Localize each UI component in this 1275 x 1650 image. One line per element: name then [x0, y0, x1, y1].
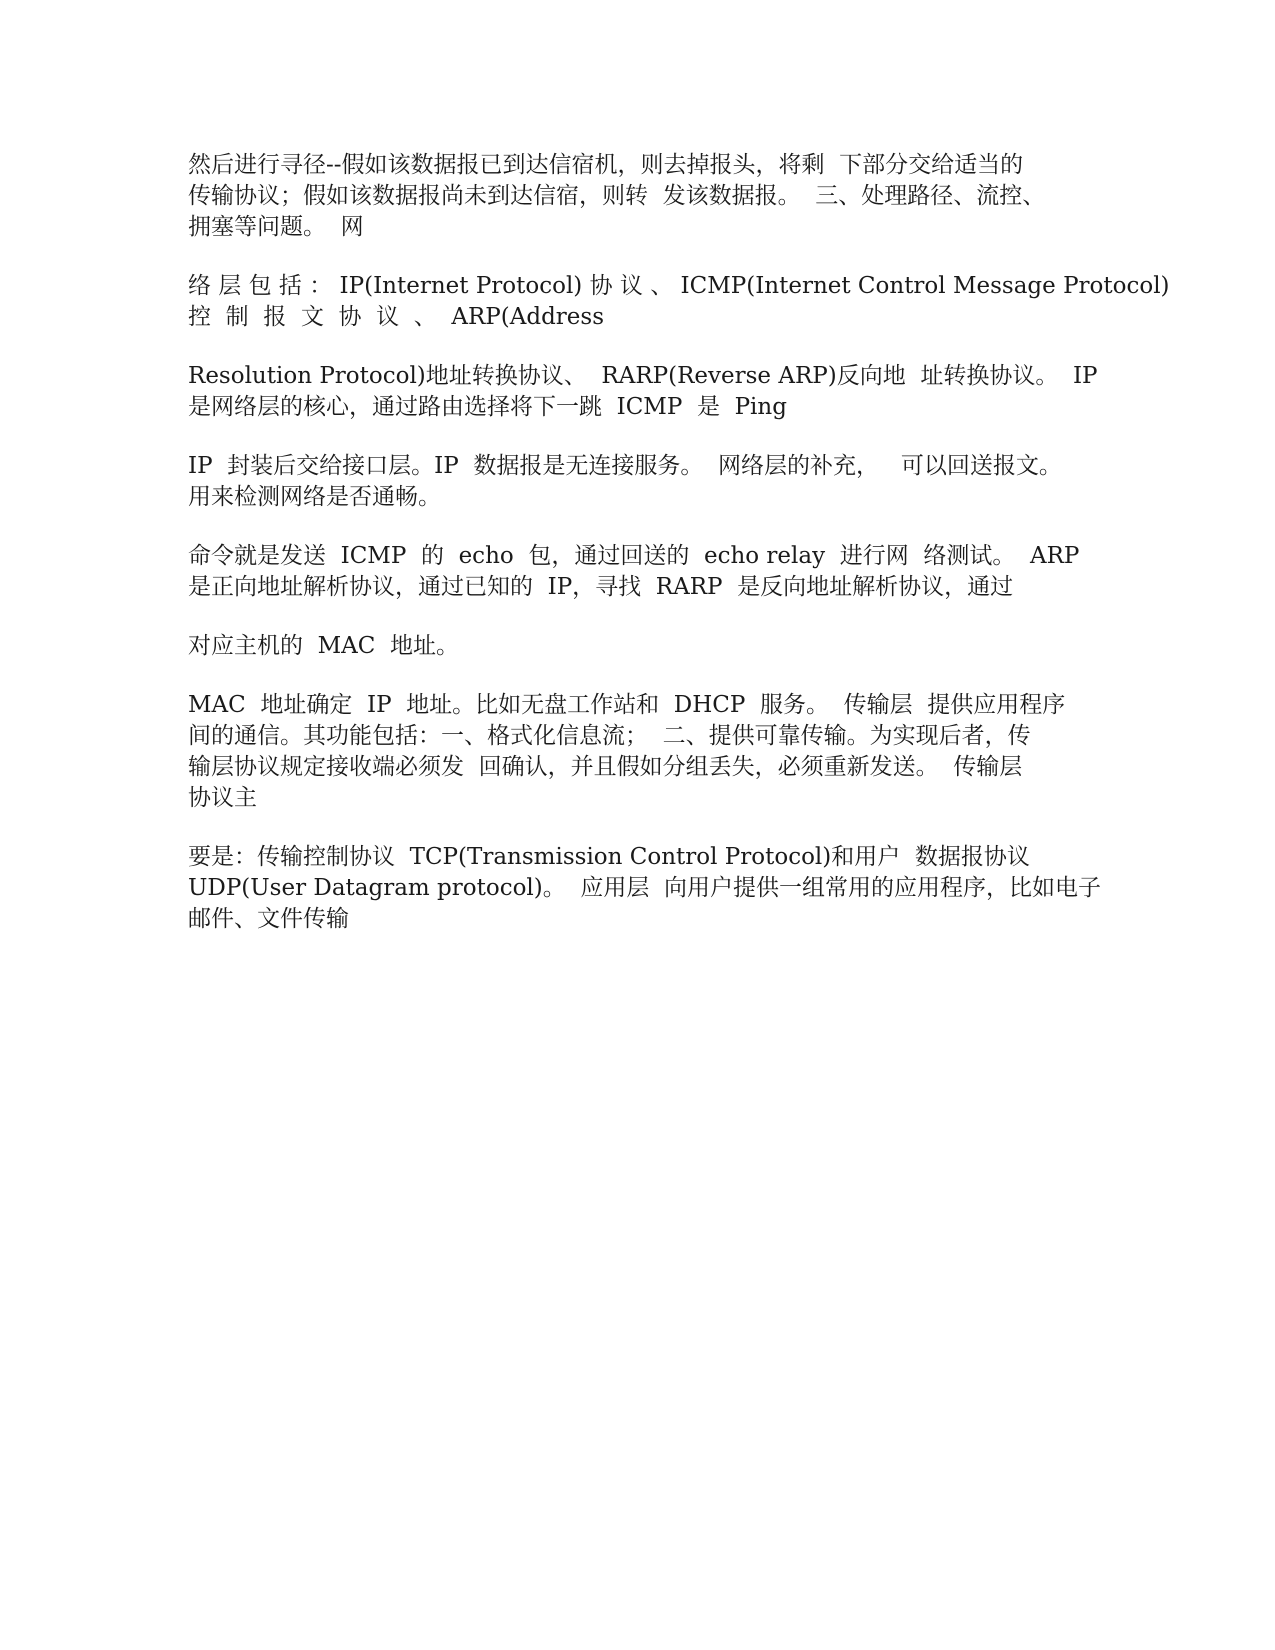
paragraph-mac-address	[188, 631, 1128, 662]
document-body	[188, 150, 1170, 963]
paragraph-ip-datagram	[188, 451, 1128, 513]
text-line: 输层协议规定接收端必须发 回确认，并且假如分组丢失，必须重新发送。 传输层	[188, 754, 1023, 780]
paragraph-rarp	[188, 361, 1128, 423]
paragraph-icmp-echo	[188, 541, 1128, 603]
text-line: 对应主机的 MAC 地址。	[188, 633, 460, 659]
text-line: 要是：传输控制协议 TCP(Transmission Control Protocol)和用户 数据报协议	[188, 844, 1030, 870]
paragraph-network-layer	[188, 271, 1170, 333]
text-line: 控 制 报 文 协 议 、 ARP(Address	[188, 304, 604, 330]
text-line: UDP(User Datagram protocol)。 应用层 向用户提供一组常用的应用程序，比如电子	[188, 875, 1101, 901]
text-line: 用来检测网络是否通畅。	[188, 484, 441, 510]
text-line: 是网络层的核心，通过路由选择将下一跳 ICMP 是 Ping	[188, 394, 787, 420]
text-line: 拥塞等问题。 网	[188, 214, 364, 240]
text-line: 邮件、文件传输	[188, 906, 349, 932]
text-line: MAC 地址确定 IP 地址。比如无盘工作站和 DHCP 服务。 传输层 提供应用程序	[188, 692, 1066, 718]
text-line: Resolution Protocol)地址转换协议、 RARP(Reverse ARP)反向地 址转换协议。 IP	[188, 363, 1098, 389]
text-line: 然后进行寻径--假如该数据报已到达信宿机，则去掉报头，将剩 下部分交给适当的	[188, 152, 1024, 178]
paragraph-transport-layer	[188, 690, 1128, 814]
text-line: 命令就是发送 ICMP 的 echo 包，通过回送的 echo relay 进行网 络测试。 ARP	[188, 543, 1080, 569]
text-line: 是正向地址解析协议，通过已知的 IP，寻找 RARP 是反向地址解析协议，通过	[188, 574, 1014, 600]
text-line: 协议主	[188, 785, 257, 811]
text-line: 传输协议；假如该数据报尚未到达信宿，则转 发该数据报。 三、处理路径、流控、	[188, 183, 1046, 209]
text-line: 间的通信。其功能包括：一、格式化信息流； 二、提供可靠传输。为实现后者，传	[188, 723, 1031, 749]
paragraph-routing	[188, 150, 1128, 243]
text-line: IP 封装后交给接口层。IP 数据报是无连接服务。 网络层的补充， 可以回送报文。	[188, 453, 1062, 479]
text-line: 络 层 包 括 ： IP(Internet Protocol) 协 议 、 ICMP(Internet Control Message Protocol)	[188, 273, 1170, 299]
paragraph-application-layer	[188, 842, 1128, 935]
